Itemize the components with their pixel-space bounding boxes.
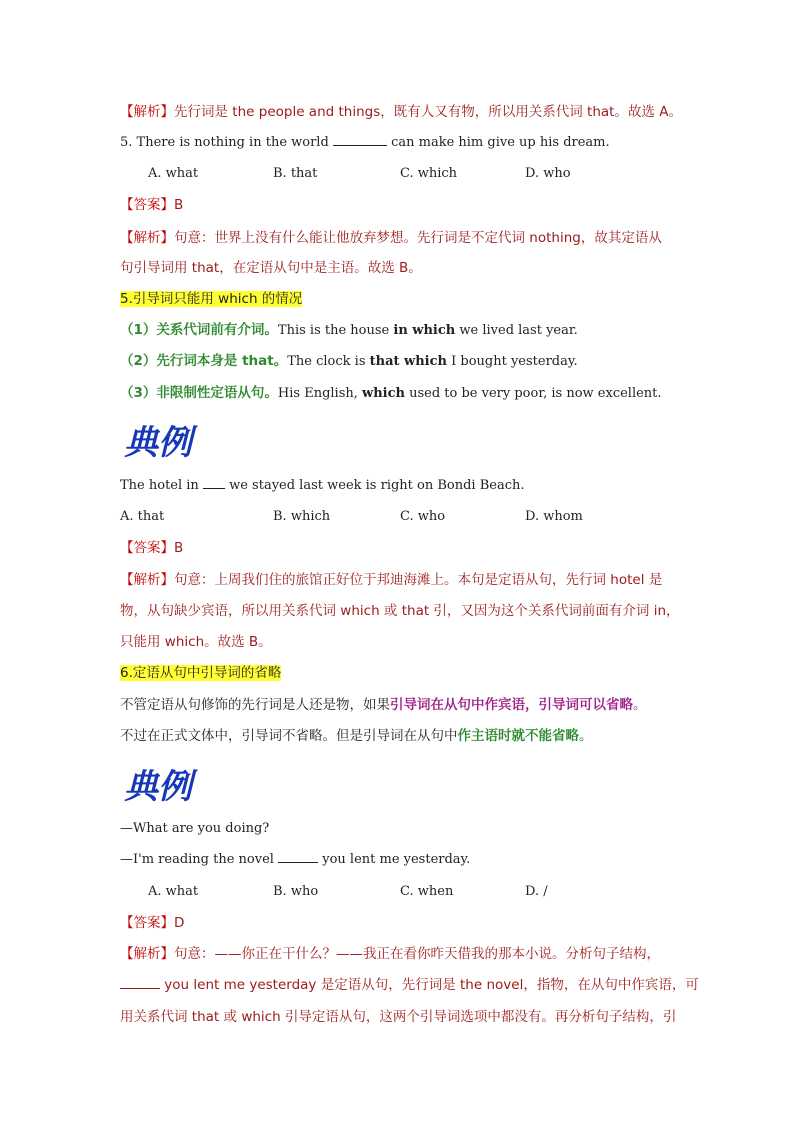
explanation-7-line-2: you lent me yesterday 是定语从句，先行词是 the novel，指物，在从句中作宾语，可 bbox=[120, 975, 674, 995]
option-b: B. which bbox=[273, 509, 331, 524]
option-c: C. when bbox=[400, 884, 454, 899]
example-logo bbox=[122, 418, 202, 464]
answer-7: 【答案】D bbox=[120, 915, 185, 931]
dialogue-line-1: —What are you doing? bbox=[120, 821, 270, 836]
option-a: A. what bbox=[148, 884, 199, 899]
option-c: C. who bbox=[400, 509, 446, 524]
explanation-5-line-1: 【解析】句意：世界上没有什么能让他放弃梦想。先行词是不定代词 nothing，故其定语从 bbox=[120, 230, 662, 246]
explanation-6-line-1: 【解析】句意：上周我们住的旅馆正好位于邦迪海滩上。本句是定语从句，先行词 hotel 是 bbox=[120, 572, 663, 588]
section-heading-6: 6.定语从句中引导词的省略 bbox=[120, 665, 282, 681]
option-a: A. that bbox=[120, 509, 165, 524]
option-b: B. that bbox=[273, 166, 318, 181]
paragraph-line-2: 不过在正式文体中，引导词不省略。但是引导词在从句中作主语时就不能省略。 bbox=[120, 728, 593, 744]
option-d: D. who bbox=[525, 166, 571, 181]
example-logo bbox=[122, 762, 202, 808]
question-6: The hotel in we stayed last week is right on Bondi Beach. bbox=[120, 478, 525, 493]
explanation-4: 【解析】先行词是 the people and things，既有人又有物，所以用关系代词 that。故选 A。 bbox=[120, 104, 682, 120]
svg-text:典例: 典例 bbox=[124, 767, 192, 807]
answer-5: 【答案】B bbox=[120, 197, 184, 213]
explanation-7-line-3: 用关系代词 that 或 which 引导定语从句，这两个引导词选项中都没有。再分析句子结构，引 bbox=[120, 1009, 677, 1025]
paragraph-line-1: 不管定语从句修饰的先行词是人还是物，如果引导词在从句中作宾语，引导词可以省略。 bbox=[120, 697, 647, 713]
explanation-6-line-2: 物，从句缺少宾语，所以用关系代词 which 或 that 引，又因为这个关系代词前面有介词 in， bbox=[120, 603, 680, 619]
option-a: A. what bbox=[148, 166, 199, 181]
question-5: 5. There is nothing in the world can make him give up his dream. bbox=[120, 135, 610, 150]
option-c: C. which bbox=[400, 166, 458, 181]
answer-blank bbox=[278, 850, 318, 863]
explanation-5-line-2: 句引导词用 that，在定语从句中是主语。故选 B。 bbox=[120, 260, 422, 276]
section-heading-5: 5.引导词只能用 which 的情况 bbox=[120, 291, 303, 307]
option-b: B. who bbox=[273, 884, 319, 899]
answer-6: 【答案】B bbox=[120, 540, 184, 556]
answer-blank bbox=[120, 976, 160, 989]
svg-text:典例: 典例 bbox=[124, 423, 192, 463]
answer-blank bbox=[203, 476, 225, 489]
explanation-6-line-3: 只能用 which。故选 B。 bbox=[120, 634, 272, 650]
dialogue-line-2: —I'm reading the novel you lent me yesterday. bbox=[120, 852, 471, 867]
answer-blank bbox=[333, 133, 387, 146]
rule-3: （3）非限制性定语从句。His English, which used to be very poor, is now excellent. bbox=[120, 385, 662, 401]
option-d: D. whom bbox=[525, 509, 583, 524]
rule-2: （2）先行词本身是 that。The clock is that which I bought yesterday. bbox=[120, 353, 578, 369]
rule-1: （1）关系代词前有介词。This is the house in which we lived last year. bbox=[120, 322, 578, 338]
explanation-7-line-1: 【解析】句意：——你正在干什么？——我正在看你昨天借我的那本小说。分析句子结构， bbox=[120, 946, 660, 962]
option-d: D. / bbox=[525, 884, 548, 899]
